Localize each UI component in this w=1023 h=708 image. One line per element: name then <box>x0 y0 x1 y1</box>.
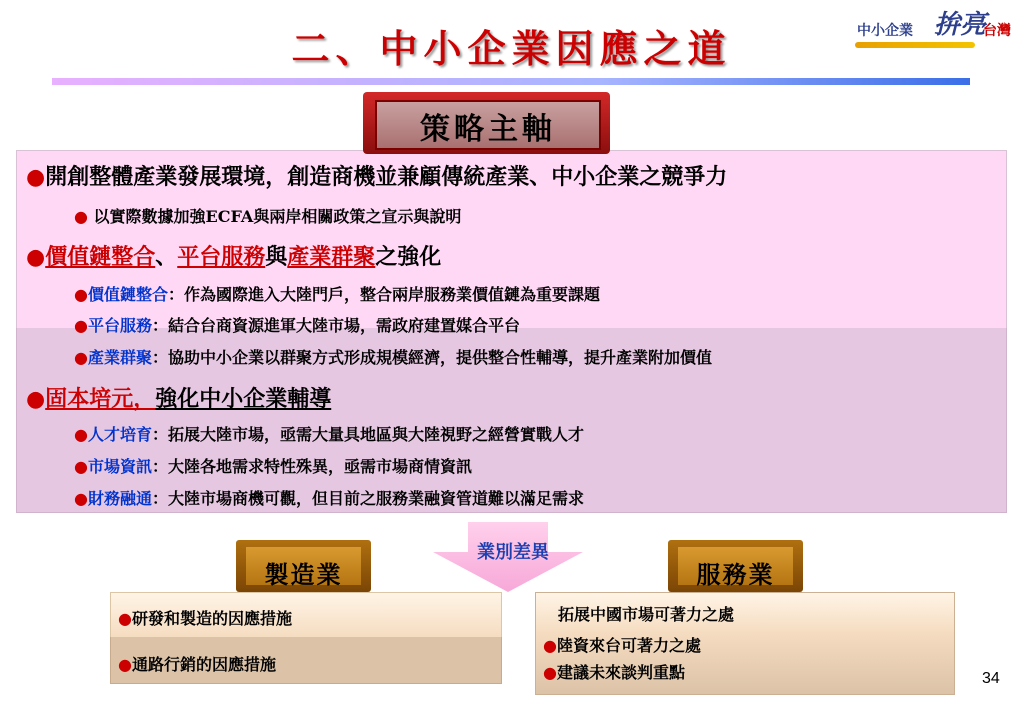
item-text: ：結合台商資源進軍大陸市場，需政府建置媒合平台 <box>151 316 520 335</box>
logo-region: 台灣 <box>983 23 1011 39</box>
item-key: 價值鏈整合 <box>87 285 168 304</box>
list-item <box>74 454 472 477</box>
bullet-icon: ● <box>118 655 132 674</box>
list-item <box>543 633 701 656</box>
section-2-heading <box>26 240 441 271</box>
bullet-icon: ● <box>118 609 132 628</box>
section-2-part2: 平台服務 <box>177 244 266 270</box>
bullet-icon: ● <box>74 207 88 226</box>
list-item <box>118 606 292 629</box>
item-text: 研發和製造的因應措施 <box>131 609 292 628</box>
list-item <box>543 660 685 683</box>
service-label: 服務業 <box>696 560 775 589</box>
section-2-part1: 價值鏈整合 <box>45 244 156 270</box>
section-3-heading <box>26 382 331 413</box>
title-rule <box>52 78 970 85</box>
logo-swoosh <box>855 42 975 48</box>
section-1-sub <box>74 204 461 227</box>
bullet-icon: ● <box>74 285 88 304</box>
section-3-part1: 固本培元， <box>45 386 156 412</box>
bullet-icon: ● <box>74 457 88 476</box>
bullet-icon: ● <box>74 348 88 367</box>
bullet-icon: ● <box>543 663 557 682</box>
item-key: 市場資訊 <box>87 457 152 476</box>
section-2-sep2: 與 <box>265 244 288 270</box>
section-2-sep1: 、 <box>155 244 178 270</box>
list-item <box>74 282 600 305</box>
logo-script: 拚亮 <box>934 10 987 40</box>
list-item <box>74 486 584 509</box>
section-1-text: 開創整體產業發展環境，創造商機並兼顧傳統產業、中小企業之競爭力 <box>45 164 728 190</box>
section-2-part3: 產業群聚 <box>287 244 376 270</box>
list-item <box>74 422 584 445</box>
section-3-part2: 強化中小企業輔導 <box>155 386 332 412</box>
page-title: 二、中小企業因應之道 <box>291 26 732 71</box>
item-text: 通路行銷的因應措施 <box>131 655 276 674</box>
item-text: ：協助中小企業以群聚方式形成規模經濟，提供整合性輔導，提升產業附加價值 <box>151 348 712 367</box>
item-key: 人才培育 <box>87 425 152 444</box>
item-key: 平台服務 <box>87 316 152 335</box>
service-lead: 拓展中國市場可著力之處 <box>558 605 735 624</box>
bullet-icon: ● <box>543 636 557 655</box>
item-key: 產業群聚 <box>87 348 152 367</box>
item-key: 財務融通 <box>87 489 152 508</box>
industry-diff-label: 業別差異 <box>477 542 549 563</box>
item-text: ：作為國際進入大陸門戶，整合兩岸服務業價值鏈為重要課題 <box>167 285 600 304</box>
manufacturing-label: 製造業 <box>264 560 343 589</box>
page-number: 34 <box>982 670 1000 687</box>
bullet-icon: ● <box>74 316 88 335</box>
bullet-icon: ● <box>26 386 46 412</box>
bullet-icon: ● <box>74 489 88 508</box>
strategy-heading: 策略主軸 <box>420 112 556 147</box>
list-item <box>118 652 276 675</box>
section-1-heading <box>26 160 727 191</box>
bullet-icon: ● <box>26 164 46 190</box>
item-text: ：拓展大陸市場，亟需大量具地區與大陸視野之經營實戰人才 <box>151 425 584 444</box>
item-text: ：大陸各地需求特性殊異，亟需市場商情資訊 <box>151 457 472 476</box>
item-text: 建議未來談判重點 <box>556 663 685 682</box>
item-text: 陸資來台可著力之處 <box>556 636 701 655</box>
list-item <box>74 345 712 368</box>
logo-text: 中小企業 <box>857 23 913 39</box>
section-2-tail: 之強化 <box>375 244 442 270</box>
section-1-sub-text: 以實際數據加強ECFA與兩岸相關政策之宣示與說明 <box>93 207 462 226</box>
item-text: ：大陸市場商機可觀，但目前之服務業融資管道難以滿足需求 <box>151 489 584 508</box>
list-item <box>74 313 520 336</box>
bullet-icon: ● <box>74 425 88 444</box>
bullet-icon: ● <box>26 244 46 270</box>
